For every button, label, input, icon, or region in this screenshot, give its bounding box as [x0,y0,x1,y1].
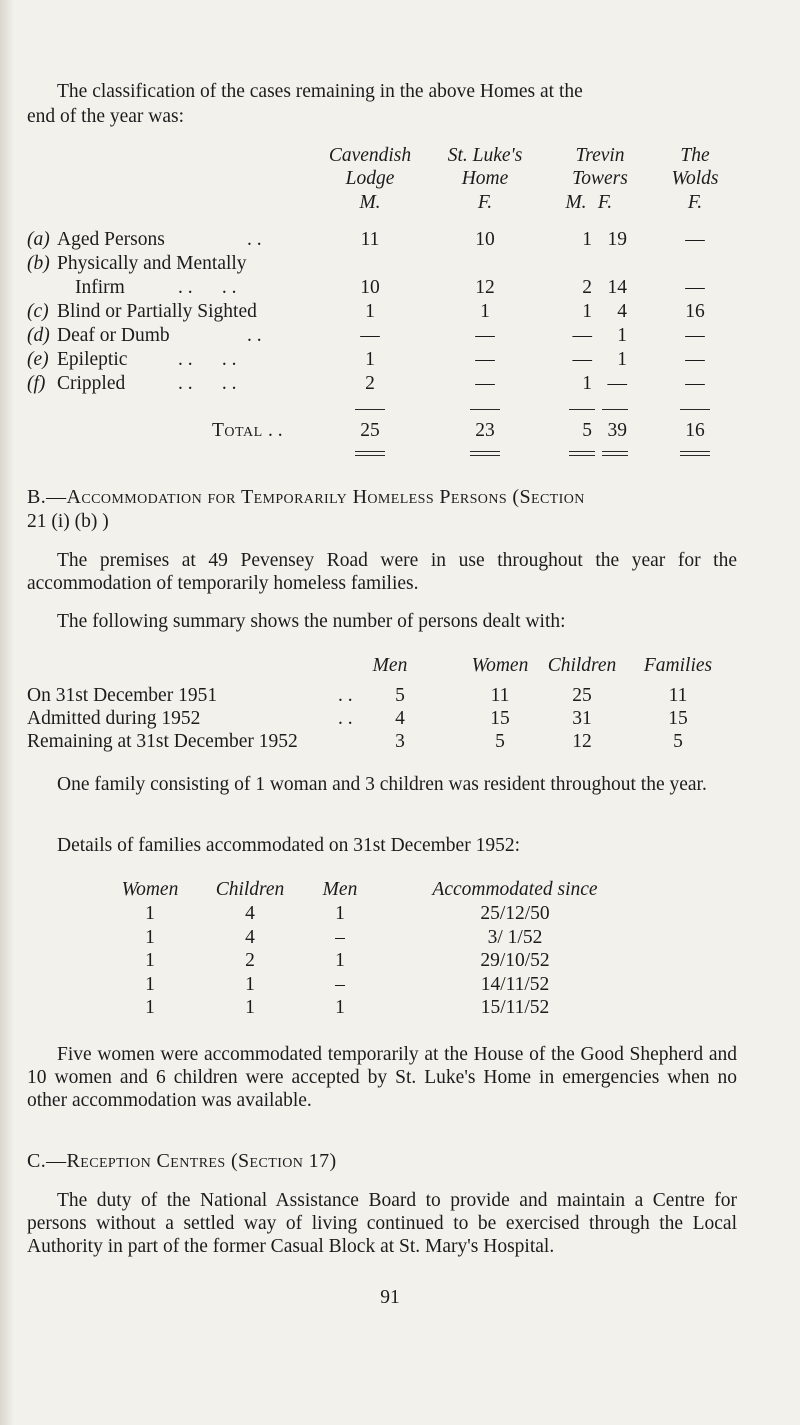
row-dots: . . [247,229,262,250]
summary-row-dots: . . [338,685,353,706]
row-label: Crippled [57,373,126,394]
section-c-heading: C.—Reception Centres (Section 17) [27,1150,337,1172]
families-cell-women: 1 [145,926,155,948]
col-header-wolds-2: Wolds [671,168,719,189]
families-header-men: Men [322,879,358,900]
row-letter: (c) [27,301,49,322]
col-header-cavendish-3: M. [359,192,381,213]
cell-st-lukes: 12 [475,277,495,298]
summary-cell-families: 11 [668,685,688,706]
cell-cavendish: 2 [365,373,375,394]
families-cell-women: 1 [145,950,155,971]
page-edge-shadow [0,0,14,1425]
row-letter: (b) [27,253,50,274]
cell-st-lukes: — [475,349,495,370]
col-header-st-lukes-3: F. [477,192,493,213]
families-cell-women: 1 [145,997,155,1018]
cell-st-lukes: — [475,373,495,394]
row-letter: (e) [27,349,49,370]
cell-cavendish: 1 [365,349,375,370]
families-cell-accommodated-since: 14/11/52 [480,973,550,995]
summary-row-label: On 31st December 1951 [27,685,218,706]
row-dots: . . . . [178,373,237,394]
row-label: Epileptic [57,349,128,370]
cell-wolds: — [685,325,705,346]
total-trevin-m: 5 [582,420,592,441]
paragraph-emergency-accommodation: Five women were accommodated temporarily at the House of the Good Shepherd and 10 women and 6 children were accepted by St. Luke's Home in emergencies when no other accommodation was available. [27,1044,737,1111]
col-header-trevin-f: F. [597,192,613,213]
summary-cell-men: 5 [395,685,405,706]
total-label: Total [212,420,263,441]
col-header-st-lukes-1: St. Luke's [447,145,523,166]
families-header-women: Women [121,879,179,900]
rule-trevin-m [569,409,595,410]
families-cell-men: 1 [335,997,345,1018]
rule-trevin-f [602,409,628,410]
row-dots: . . . . [178,277,237,298]
col-header-trevin-1: Trevin [575,145,625,166]
row-label: Blind or Partially Sighted [57,301,257,322]
cell-wolds: — [685,277,705,298]
section-b-heading: B.—Accommodation for Temporarily Homeless Persons (Section [27,486,585,508]
row-letter: (d) [27,325,50,346]
paragraph-reception-centre: The duty of the National Assistance Board to provide and maintain a Centre for persons without a settled way of living continued to be exercised through the Local Authority in part of the former Casual Block at St. Mary's Hospital. [27,1190,737,1257]
families-cell-men: 1 [335,903,345,924]
cell-cavendish: 10 [360,277,380,298]
summary-cell-children: 12 [572,731,592,752]
cell-wolds: — [685,229,705,250]
row-label: Deaf or Dumb [57,325,170,346]
cell-cavendish: 11 [360,229,380,250]
families-cell-children: 1 [245,997,255,1018]
row-label: Physically and Mentally [57,253,247,274]
summary-cell-families: 5 [673,731,683,752]
families-cell-women: 1 [145,973,155,995]
row-letter: (a) [27,229,50,250]
page-number: 91 [380,1287,400,1308]
cell-cavendish: — [360,325,380,346]
families-header-children: Children [215,879,285,900]
total-trevin-f: 39 [607,420,627,441]
double-rule-trevin-f [602,451,628,456]
summary-cell-children: 31 [572,708,592,729]
col-header-wolds-1: The [680,145,710,166]
summary-cell-men: 3 [395,731,405,752]
total-dots: . . [268,420,283,441]
cell-trevin-m: 1 [582,373,592,394]
double-rule-trevin-m [569,451,595,456]
summary-header-families: Families [643,655,713,676]
cell-wolds: 16 [685,301,705,322]
cell-wolds: — [685,349,705,370]
families-cell-men: – [335,926,345,948]
cell-st-lukes: — [475,325,495,346]
total-cavendish: 25 [360,420,380,441]
families-cell-children: 4 [245,926,255,948]
summary-header-children: Children [547,655,617,676]
cell-wolds: — [685,373,705,394]
col-header-cavendish-2: Lodge [345,168,395,189]
row-label: Aged Persons [57,229,165,250]
families-cell-accommodated-since: 15/11/52 [480,997,550,1018]
paragraph-summary-intro: The following summary shows the number of persons dealt with: [57,611,566,632]
summary-cell-families: 15 [668,708,688,729]
summary-row-label: Admitted during 1952 [27,708,201,729]
cell-trevin-f: 1 [617,349,627,370]
families-cell-children: 2 [245,950,255,971]
paragraph-resident-family: One family consisting of 1 woman and 3 children was resident throughout the year. [57,774,707,795]
summary-cell-children: 25 [572,685,592,706]
col-header-cavendish-1: Cavendish [328,145,412,166]
intro-line-2: end of the year was: [27,106,185,127]
summary-cell-women: 5 [495,731,505,752]
row-dots: . . [247,325,262,346]
total-st-lukes: 23 [475,420,495,441]
col-header-trevin-2: Towers [572,168,628,189]
section-b-heading-cont: 21 (i) (b) ) [27,511,109,532]
total-wolds: 16 [685,420,705,441]
cell-trevin-m: 2 [582,277,592,298]
cell-st-lukes: 1 [480,301,490,322]
families-cell-children: 1 [245,973,255,995]
summary-row-label: Remaining at 31st December 1952 [27,731,298,752]
rule-wolds [680,409,710,410]
row-label-cont: Infirm [75,277,125,298]
col-header-wolds-3: F. [687,192,703,213]
paragraph-premises: The premises at 49 Pevensey Road were in use throughout the year for the accommodation of temporarily homeless families. [27,550,737,594]
cell-trevin-f: 19 [607,229,627,250]
row-letter: (f) [27,373,46,394]
summary-cell-women: 15 [490,708,510,729]
cell-cavendish: 1 [365,301,375,322]
cell-trevin-m: 1 [582,301,592,322]
cell-st-lukes: 10 [475,229,495,250]
intro-line-1: The classification of the cases remaining in the above Homes at the [57,81,583,102]
paragraph-details-intro: Details of families accommodated on 31st December 1952: [57,835,520,856]
double-rule-wolds [680,451,710,456]
families-header-accommodated-since: Accommodated since [432,879,598,900]
double-rule-cavendish [355,451,385,456]
rule-st-lukes [470,409,500,410]
cell-trevin-f: 1 [617,325,627,346]
summary-cell-men: 4 [395,708,405,729]
col-header-trevin-m: M. [565,192,587,213]
summary-header-men: Men [372,655,408,676]
double-rule-st-lukes [470,451,500,456]
cell-trevin-m: — [572,325,592,346]
cell-trevin-f: — [607,373,627,394]
families-cell-accommodated-since: 25/12/50 [480,903,550,924]
cell-trevin-f: 4 [617,301,627,322]
families-cell-women: 1 [145,903,155,924]
row-dots: . . . . [178,349,237,370]
cell-trevin-m: 1 [582,229,592,250]
rule-cavendish [355,409,385,410]
families-cell-accommodated-since: 29/10/52 [480,950,550,971]
cell-trevin-m: — [572,349,592,370]
families-cell-men: – [335,973,345,995]
families-cell-accommodated-since: 3/ 1/52 [487,926,543,948]
col-header-st-lukes-2: Home [461,168,509,189]
summary-header-women: Women [471,655,529,676]
cell-trevin-f: 14 [607,277,627,298]
summary-row-dots: . . [338,708,353,729]
families-cell-children: 4 [245,903,255,924]
families-cell-men: 1 [335,950,345,971]
summary-cell-women: 11 [490,685,510,706]
